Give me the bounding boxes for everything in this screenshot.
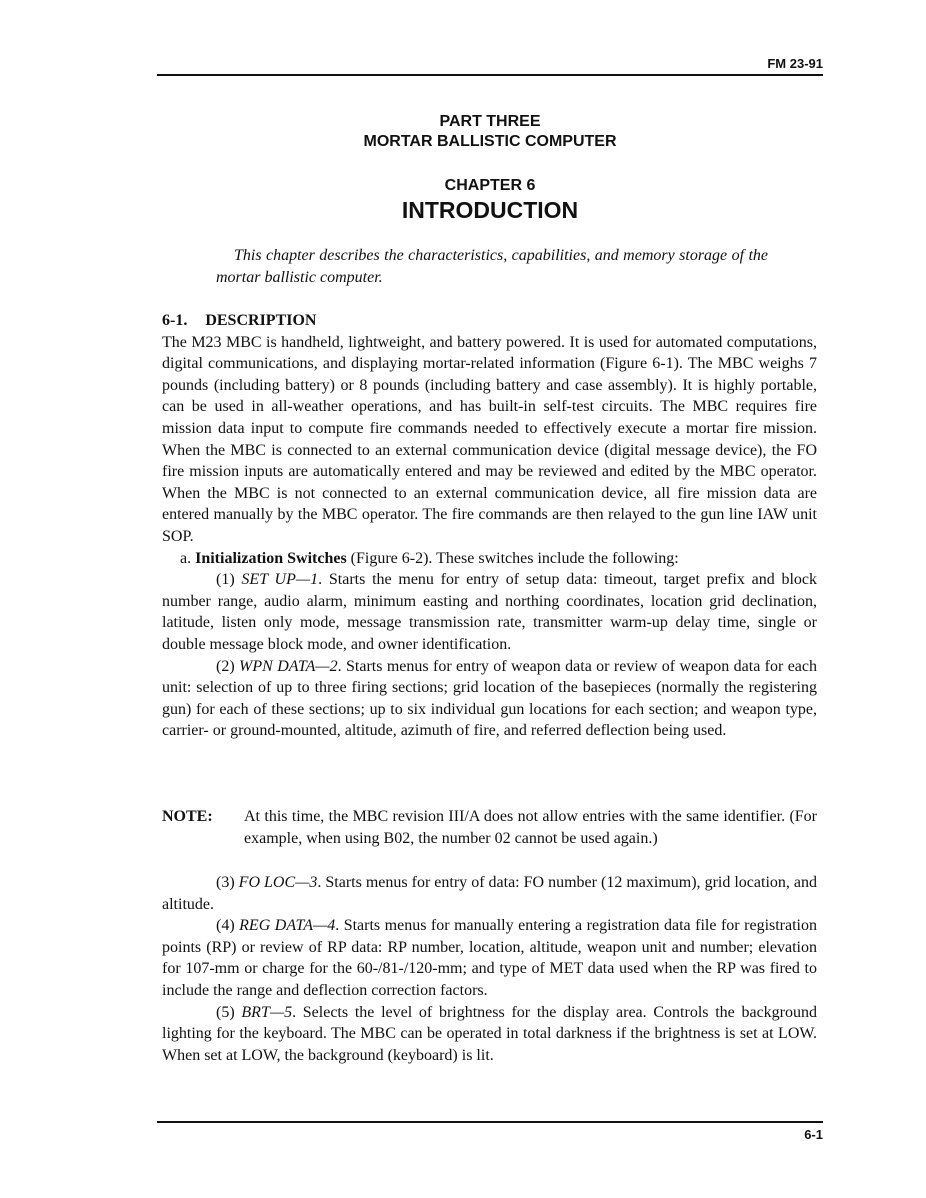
section-heading	[162, 310, 817, 332]
section-paragraph: The M23 MBC is handheld, lightweight, and battery powered. It is used for automated computations, digital communications, and displaying mortar-related information (Figure 6-1). The MBC weighs 7 pounds (including battery) or 8 pounds (including battery and case assembly). It is highly portable, can be used in all-weather operations, and has built-in self-test circuits. The MBC requires fire mission data input to compute fire commands needed to effectively execute a mortar fire mission. When the MBC is connected to an external communication device (digital message device), the FO fire mission inputs are automatically entered and may be reviewed and edited by the MBC operator. When the MBC is not connected to an external communication device, all fire mission data are entered manually by the MBC operator. The fire commands are then relayed to the gun line IAW unit SOP.	[162, 333, 817, 545]
item-3-text: . Starts menus for entry of data: FO number (12 maximum), grid location, and altitude.	[162, 874, 818, 913]
note-text: At this time, the MBC revision III/A does not allow entries with the same identifier. (For example, when using B02, the number 02 cannot be used again.)	[244, 808, 817, 847]
section-6-1	[162, 310, 817, 742]
item-2	[162, 656, 817, 742]
note-label: NOTE:	[162, 808, 213, 825]
item-1-label: SET UP—1	[241, 571, 319, 589]
item-2-label: WPN DATA—2	[239, 657, 338, 675]
part-label: PART THREE	[439, 113, 541, 130]
header-rule	[157, 74, 823, 76]
item-2-number: (2)	[216, 657, 240, 675]
items-continued	[162, 872, 817, 1066]
subsection-a-marker: a.	[180, 549, 192, 567]
chapter-label: CHAPTER 6	[444, 177, 536, 194]
item-4-text: . Starts menus for manually entering a registration data file for registration points (RP) or review of RP data: RP number, location, altitude, weapon unit and number; elevation for 107-mm or charge for the 60-/81-/120-mm; and type of MET data used when the RP was fired to include the range and deflection correction factors.	[162, 917, 817, 999]
part-title: MORTAR BALLISTIC COMPUTER	[363, 133, 617, 150]
item-2-text: . Starts menus for entry of weapon data or review of weapon data for each unit: selection of up to three firing sections; grid location of the basepieces (normally the registering gun) for each of these sections; up to six individual gun locations for each section; and weapon type, carrier- or ground-mounted, altitude, azimuth of fire, and referred deflection being used.	[162, 657, 818, 740]
footer-rule	[157, 1121, 823, 1123]
item-1-number: (1)	[216, 571, 242, 589]
item-3-number: (3)	[216, 874, 239, 891]
item-1-text: . Starts the menu for entry of setup data: timeout, target prefix and block number range, audio alarm, minimum easting and northing coordinates, location grid declination, latitude, listen only mode, message transmission rate, transmitter warm-up delay time, single or double message block mode, and owner identification.	[162, 571, 818, 653]
subsection-a-text: (Figure 6-2). These switches include the following:	[346, 549, 679, 567]
chapter-intro: This chapter describes the characteristics, capabilities, and memory storage of the mortar ballistic computer.	[216, 247, 768, 286]
item-5-text: . Selects the level of brightness for the display area. Controls the background lighting for the keyboard. The MBC can be operated in total darkness if the brightness is set at LOW. When set at LOW, the background (keyboard) is lit.	[162, 1003, 818, 1064]
page-number: 6-1	[804, 1127, 823, 1142]
item-3-label: FO LOC—3	[238, 874, 318, 891]
section-title: DESCRIPTION	[205, 312, 317, 329]
section-number: 6-1.	[162, 312, 188, 329]
item-5	[162, 1002, 817, 1067]
item-4-label: REG DATA—4	[239, 917, 336, 935]
subsection-a	[162, 548, 817, 570]
running-header-doc-id: FM 23-91	[767, 56, 823, 71]
item-5-number: (5)	[216, 1003, 242, 1021]
item-4-number: (4)	[216, 917, 240, 935]
chapter-title: INTRODUCTION	[401, 197, 579, 223]
item-1	[162, 569, 817, 655]
item-5-label: BRT—5	[241, 1003, 293, 1021]
item-4	[162, 915, 817, 1001]
subsection-a-title: Initialization Switches	[195, 549, 347, 567]
item-3	[162, 872, 817, 915]
part-heading	[157, 112, 823, 152]
